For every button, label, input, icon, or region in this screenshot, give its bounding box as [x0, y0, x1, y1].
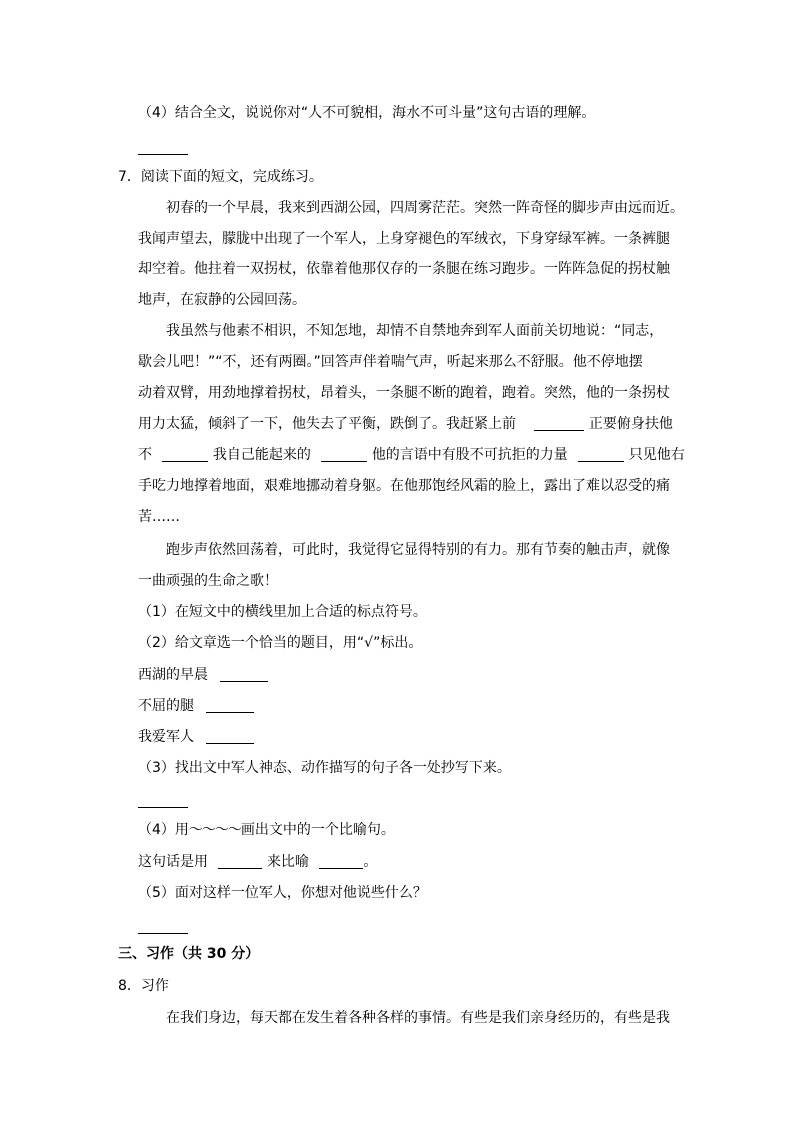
q7-p2-line5-a: 不 [138, 447, 152, 463]
q7-sub4-fill-a: 这句话是用 [138, 854, 208, 870]
fill-blank [218, 867, 262, 869]
q7-p2-line5 [138, 445, 685, 465]
q7-p2-line7: 苦…… [138, 509, 180, 525]
q7-title: 7．阅读下面的短文，完成练习。 [118, 169, 323, 185]
punctuation-blank [534, 429, 584, 431]
title-option-3 [138, 727, 254, 747]
q7-sub4-b: 画出文中的一个比喻句。 [240, 822, 395, 838]
q7-sub2: （2）给文章选一个恰当的题目，用“√”标出。 [138, 635, 423, 651]
answer-blank [138, 791, 188, 811]
q8-p1: 在我们身边，每天都在发生着各种各样的事情。有些是我们亲身经历的，有些是我 [166, 1010, 670, 1026]
punctuation-blank [321, 460, 367, 462]
q7-p3-line2: 一曲顽强的生命之歌！ [138, 573, 278, 589]
check-blank [220, 680, 268, 682]
q7-p2-line4-text: 用力太猛，倾斜了一下，他失去了平衡，跌倒了。我赶紧上前 [138, 416, 516, 432]
q7-sub4-a: （4）用 [138, 822, 189, 838]
q7-p1-line1: 初春的一个早晨，我来到西湖公园，四周雾茫茫。突然一阵奇怪的脚步声由远而近。 [166, 200, 684, 216]
q7-p2-line4 [138, 414, 673, 434]
q7-sub4 [138, 820, 395, 840]
q7-sub1: （1）在短文中的横线里加上合适的标点符号。 [138, 604, 427, 620]
q7-p2-line5-d: 只见他右 [628, 447, 685, 463]
q7-p3-line1: 跑步声依然回荡着，可此时，我觉得它显得特别的有力。那有节奏的触击声，就像 [166, 542, 670, 558]
check-blank [206, 711, 254, 713]
answer-blank [138, 138, 188, 158]
title-option-1-label: 西湖的早晨 [138, 667, 208, 683]
answer-blank [138, 917, 188, 937]
q6-sub4-prompt: （4）结合全文，说说你对“人不可貌相，海水不可斗量”这句古语的理解。 [138, 105, 596, 121]
check-blank [206, 742, 254, 744]
title-option-1 [138, 665, 268, 685]
q7-p1-line2: 我闻声望去，朦胧中出现了一个军人，上身穿褪色的军绒衣，下身穿绿军裤。一条裤腿 [138, 231, 670, 247]
title-option-3-label: 我爱军人 [138, 729, 194, 745]
wavy-line-mark: ～～～～ [188, 822, 241, 838]
q7-sub4-fill-c: 。 [363, 854, 378, 870]
q7-p2-line1: 我虽然与他素不相识，不知怎地，却情不自禁地奔到军人面前关切地说：“同志， [166, 323, 664, 339]
q7-sub4-fill [138, 852, 377, 872]
section-heading: 三、习作（共 30 分） [118, 946, 260, 962]
q8-title: 8．习作 [118, 978, 169, 994]
q7-p2-line6: 手吃力地撑着地面，艰难地挪动着身躯。在他那饱经风霜的脸上，露出了难以忍受的痛 [138, 478, 670, 494]
punctuation-blank [162, 460, 208, 462]
q7-p2-line3: 动着双臂，用劲地撑着拐杖，昂着头，一条腿不断的跑着，跑着。突然，他的一条拐杖 [138, 385, 670, 401]
q7-p1-line3: 却空着。他拄着一双拐杖，依靠着他那仅存的一条腿在练习跑步。一阵阵急促的拐杖触 [138, 261, 670, 277]
q7-p2-line5-c: 他的言语中有股不可抗拒的力量 [371, 447, 568, 463]
q7-p2-line2: 歇会儿吧！”“不，还有两圈。”回答声伴着喘气声，听起来那么不舒服。他不停地摆 [138, 354, 643, 370]
punctuation-blank [578, 460, 624, 462]
fill-blank [319, 867, 363, 869]
q7-sub4-fill-b: 来比喻 [266, 854, 309, 870]
q7-p1-line4: 地声，在寂静的公园回荡。 [138, 292, 306, 308]
q7-sub3: （3）找出文中军人神态、动作描写的句子各一处抄写下来。 [138, 760, 511, 776]
title-option-2-label: 不屈的腿 [138, 698, 194, 714]
q7-p2-line4-tail: 正要俯身扶他 [588, 416, 673, 432]
q7-p2-line5-b: 我自己能起来的 [212, 447, 311, 463]
q7-sub5: （5）面对这样一位军人，你想对他说些什么？ [138, 885, 427, 901]
title-option-2 [138, 696, 254, 716]
